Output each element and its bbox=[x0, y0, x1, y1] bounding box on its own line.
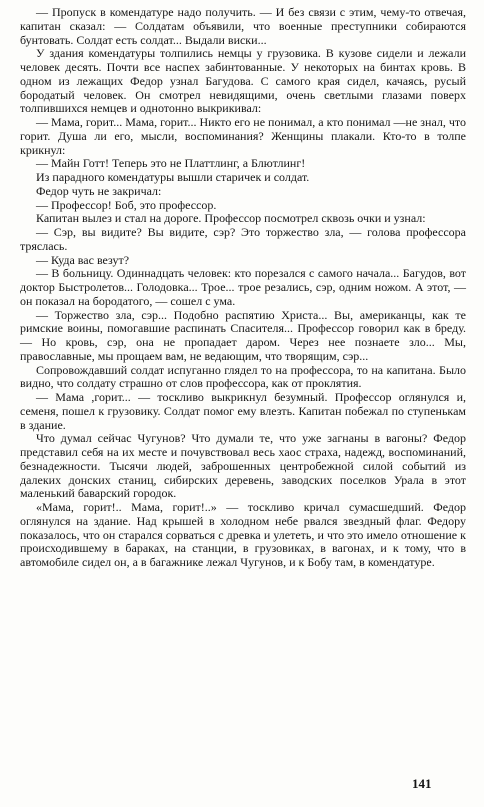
paragraph: — Профессор! Боб, это профессор. bbox=[36, 197, 217, 212]
paragraph: — Куда вас везут? bbox=[36, 252, 130, 267]
paragraph: Капитан вылез и стал на дороге. Профессор посмотрел сквозь очки и узнал: bbox=[36, 211, 426, 226]
page-number: 141 bbox=[412, 776, 432, 791]
paragraph: «Мама, горит!.. Мама, горит!..» — тоскливо кричал сумасшедший. Федор оглянулся на здание. Над крышей в холодном небе рвался звездный флаг. Федору показалось, что он старался сорваться с древка и улететь, и что это имело отношение к происходившему в бараках, на станции, в грузовиках, в вагонах, и к тому, что в автомобиле сидел он, а в багажнике лежал Чугунов, и к Бобу там, в комендатуре. bbox=[20, 500, 466, 569]
paragraph: Что думал сейчас Чугунов? Что думали те, что уже загнаны в вагоны? Федор представил себя на их месте и почувствовал весь хаос страха, надежд, воспоминаний, безнадежности. Тысячи людей, заброшенных центробежной силой событий из далеких донских станиц, сибирских деревень, заводских поселков Урала в этот маленький баварский городок. bbox=[20, 431, 466, 501]
paragraph: — Майн Готт! Теперь это не Платтлинг, а Блютлинг! bbox=[36, 156, 306, 171]
paragraph: — Торжество зла, сэр... Подобно распятию Христа... Вы, американцы, как те римские воины, помогавшие распинать Спасителя... Профессор говорил как в бреду. — Но кровь, сэр, она не пропадает даром. Через нее познаете зло... Мы, православные, мы прощаем вам, не ведающим, что творящим, сэр... bbox=[20, 307, 466, 363]
paragraph: Сопровождавший солдат испуганно глядел то на профессора, то на капитана. Было видно, что солдату страшно от слов профессора, как от проклятия. bbox=[20, 362, 466, 391]
paragraph: У здания комендатуры толпились немцы у грузовика. В кузове сидели и лежали человек десять. Почти все наспех забинтованные. У некоторых на бинтах кровь. В одном из лежащих Федор узнал Багудова. С самого края сидел, качаясь, русый бородатый человек. Он смотрел невидящими, очень светлыми глазами поверх толпившихся немцев и однотонно выкрикивал: bbox=[20, 46, 466, 116]
paragraph: — Сэр, вы видите? Вы видите, сэр? Это торжество зла, — голова профессора тряслась. bbox=[20, 225, 466, 253]
paragraph: — Пропуск в комендатуре надо получить. — И без связи с этим, чему-то отвечая, капитан сказал: — Солдатам объявили, что военные преступники собираются бунтовать. Солдат есть солдат... Выдали виски... bbox=[20, 5, 466, 47]
paragraph: Из парадного комендатуры вышли старичек и солдат. bbox=[36, 170, 310, 184]
paragraph: — Мама, горит... Мама, горит... Никто его не понимал, а кто понимал —не знал, что горит. Душа ли его, мысли, воспоминания? Женщины плакали. Кто-то в толпе крикнул: bbox=[20, 115, 466, 157]
paragraph: Федор чуть не закричал: bbox=[36, 183, 162, 198]
paragraph: — В больницу. Одиннадцать человек: кто порезался с самого начала... Багудов, вот доктор Быстролетов... Голодовка... Трое... трое резались, сэр, одним ножом. А этот, — он показал на бородатого, — сошел с ума. bbox=[20, 266, 466, 308]
paragraph: — Мама ,горит... — тоскливо выкрикнул безумный. Профессор оглянулся и, семеня, пошел к грузовику. Солдат помог ему влезть. Капитан побежал по ступенькам в здание. bbox=[20, 390, 466, 432]
page-body bbox=[20, 6, 466, 570]
